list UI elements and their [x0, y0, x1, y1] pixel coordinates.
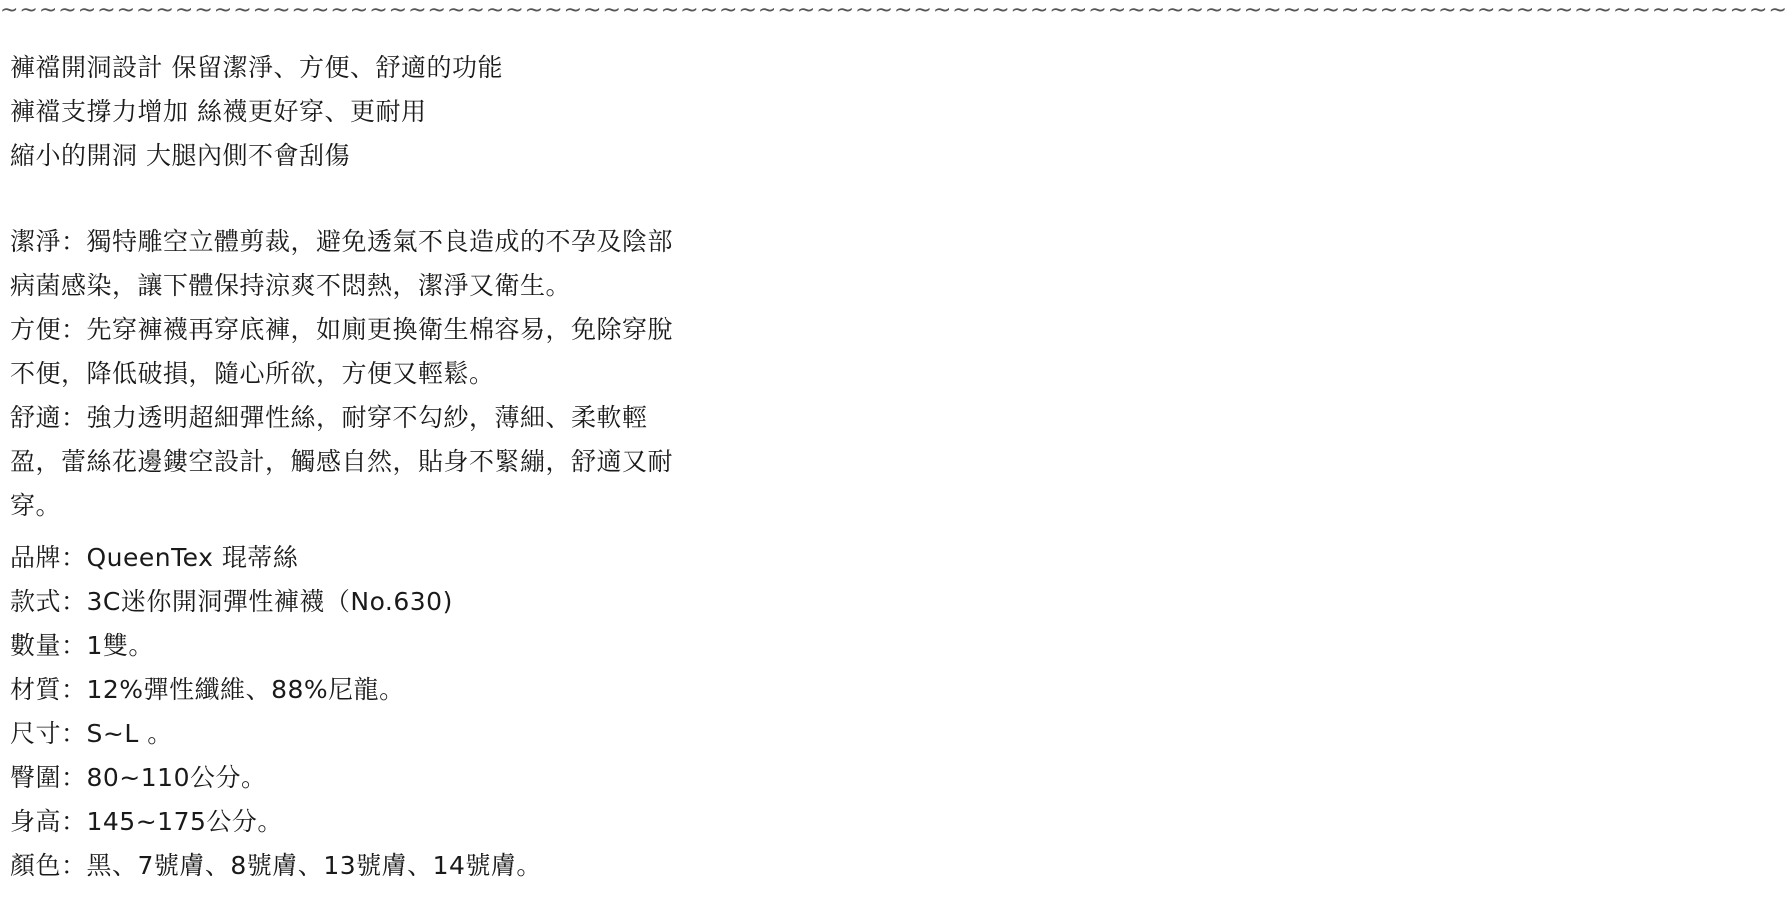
specs-section — [10, 536, 790, 888]
feature-line-convenience-cont: 不便，降低破損，隨心所欲，方便又輕鬆。 — [10, 359, 495, 388]
features-section — [10, 220, 790, 528]
intro-section — [10, 46, 790, 178]
feature-line-comfort: 舒適：強力透明超細彈性絲，耐穿不勾紗，薄細、柔軟輕 — [10, 403, 648, 432]
spec-material: 材質：12%彈性纖維、88%尼龍。 — [10, 675, 405, 704]
spec-quantity: 數量：1雙。 — [10, 631, 154, 660]
spec-colors: 顏色：黑、7號膚、8號膚、13號膚、14號膚。 — [10, 851, 542, 880]
spec-size: 尺寸：S~L 。 — [10, 719, 173, 748]
product-description — [10, 46, 790, 888]
spec-hip: 臀圍：80~110公分。 — [10, 763, 267, 792]
feature-line-comfort-end: 穿。 — [10, 491, 62, 520]
feature-line-convenience: 方便：先穿褲襪再穿底褲，如廁更換衛生棉容易，免除穿脫 — [10, 315, 674, 344]
feature-line-comfort-cont: 盈，蕾絲花邊鏤空設計，觸感自然，貼身不緊繃，舒適又耐 — [10, 447, 674, 476]
spec-brand: 品牌：QueenTex 琨蒂絲 — [10, 543, 299, 572]
intro-line: 褲襠開洞設計 保留潔淨、方便、舒適的功能 — [10, 53, 503, 82]
spec-style: 款式：3C迷你開洞彈性褲襪（No.630) — [10, 587, 453, 616]
intro-line: 縮小的開洞 大腿內側不會刮傷 — [10, 141, 350, 170]
feature-line-cleanliness-cont: 病菌感染，讓下體保持涼爽不悶熱，潔淨又衛生。 — [10, 271, 572, 300]
feature-line-cleanliness: 潔淨：獨特雕空立體剪裁，避免透氣不良造成的不孕及陰部 — [10, 227, 674, 256]
tilde-divider: ~~~~~~~~~~~~~~~~~~~~~~~~~~~~~~~~~~~~~~~~~~~~~~~~~~~~~~~~~~~~~~~~~~~~~~~~~~~~~~~~~~~~~~~~~~~~ — [0, 0, 1788, 23]
intro-line: 褲襠支撐力增加 絲襪更好穿、更耐用 — [10, 97, 427, 126]
spec-height: 身高：145~175公分。 — [10, 807, 283, 836]
